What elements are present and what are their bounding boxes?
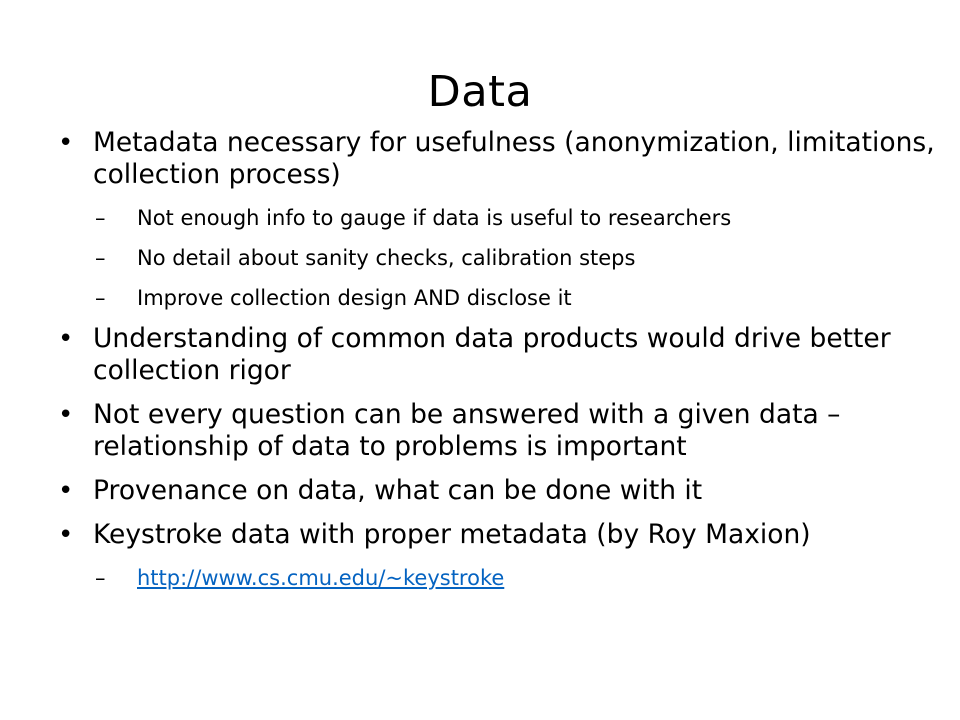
slide-content (56, 127, 936, 591)
bullet-provenance (56, 475, 936, 507)
bullet-text: Understanding of common data products would drive better collection rigor (93, 323, 891, 386)
keystroke-link[interactable]: http://www.cs.cmu.edu/~keystroke (137, 566, 505, 590)
bullet-metadata (56, 127, 936, 191)
bullet-keystroke (56, 519, 936, 551)
sub-bullet-text: Not enough info to gauge if data is useful to researchers (137, 206, 732, 230)
sub-bullet-no-detail (56, 245, 936, 271)
sub-bullet-mark: – (95, 286, 106, 310)
bullet-text: Keystroke data with proper metadata (by Roy Maxion) (93, 519, 811, 550)
bullet-mark: • (58, 476, 74, 506)
bullet-mark: • (58, 400, 74, 430)
sub-bullet-mark: – (95, 206, 106, 230)
bullet-mark: • (58, 128, 74, 158)
bullet-understanding (56, 323, 936, 387)
slide-title: Data (427, 67, 533, 117)
bullet-text: Not every question can be answered with a given data – relationship of data to problems is important (93, 399, 841, 462)
sub-bullet-not-enough-info (56, 205, 936, 231)
bullet-mark: • (58, 520, 74, 550)
sub-bullet-mark: – (95, 566, 106, 590)
sub-bullet-text: Improve collection design AND disclose it (137, 286, 572, 310)
bullet-not-every-question (56, 399, 936, 463)
sub-bullet-keystroke-link (56, 565, 936, 591)
bullet-text: Metadata necessary for usefulness (anonymization, limitations, collection process) (93, 127, 935, 190)
bullet-mark: • (58, 324, 74, 354)
bullet-text: Provenance on data, what can be done with it (93, 475, 703, 506)
sub-bullet-text: No detail about sanity checks, calibration steps (137, 246, 636, 270)
sub-bullet-improve-design (56, 285, 936, 311)
sub-bullet-mark: – (95, 246, 106, 270)
